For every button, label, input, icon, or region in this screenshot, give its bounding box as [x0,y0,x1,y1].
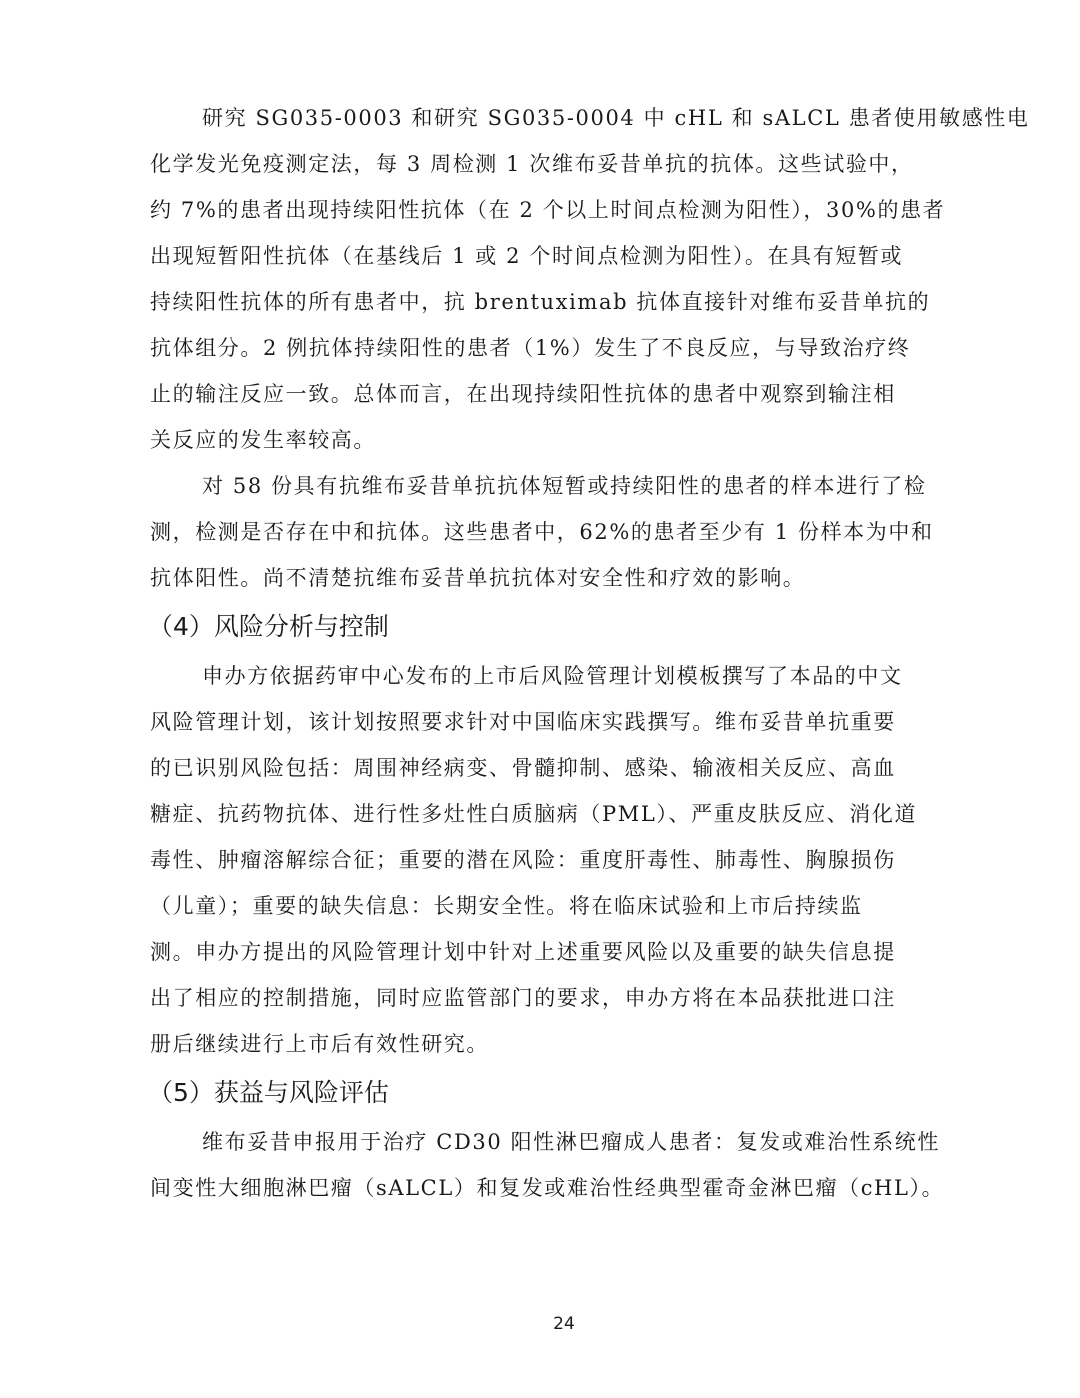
text-line: 风险管理计划，该计划按照要求针对中国临床实践撰写。维布妥昔单抗重要 [150,710,896,734]
text-line: 测。申办方提出的风险管理计划中针对上述重要风险以及重要的缺失信息提 [150,940,896,964]
text-line: 维布妥昔申报用于治疗 CD30 阳性淋巴瘤成人患者：复发或难治性系统性 [202,1130,940,1154]
text-line: 申办方依据药审中心发布的上市后风险管理计划模板撰写了本品的中文 [202,664,903,688]
text-line: 册后继续进行上市后有效性研究。 [150,1032,489,1056]
text-line: 对 58 份具有抗维布妥昔单抗抗体短暂或持续阳性的患者的样本进行了检 [202,474,927,498]
text-line: 抗体组分。2 例抗体持续阳性的患者（1%）发生了不良反应，与导致治疗终 [150,336,911,360]
section-heading-risk-analysis: （4）风险分析与控制 [148,612,389,641]
text-line: 持续阳性抗体的所有患者中，抗 brentuximab 抗体直接针对维布妥昔单抗的 [150,290,931,314]
paragraph-antibody-detection [150,95,1030,463]
text-line: 间变性大细胞淋巴瘤（sALCL）和复发或难治性经典型霍奇金淋巴瘤（cHL）。 [150,1176,945,1200]
text-line: 抗体阳性。尚不清楚抗维布妥昔单抗抗体对安全性和疗效的影响。 [150,566,806,590]
text-line: 出了相应的控制措施，同时应监管部门的要求，申办方将在本品获批进口注 [150,986,896,1010]
text-line: 毒性、肿瘤溶解综合征；重要的潜在风险：重度肝毒性、肺毒性、胸腺损伤 [150,848,896,872]
page-number: 24 [553,1314,575,1334]
paragraph-benefit-risk [150,1119,980,1211]
text-line: 测，检测是否存在中和抗体。这些患者中，62%的患者至少有 1 份样本为中和 [150,520,934,544]
text-line: 糖症、抗药物抗体、进行性多灶性白质脑病（PML）、严重皮肤反应、消化道 [150,802,918,826]
text-line: 关反应的发生率较高。 [150,428,376,452]
section-heading-benefit-risk: （5）获益与风险评估 [148,1078,389,1107]
paragraph-neutralizing-antibody [150,463,980,601]
text-line: 研究 SG035-0003 和研究 SG035-0004 中 cHL 和 sALCL 患者使用敏感性电 [202,106,1030,130]
text-line: 的已识别风险包括：周围神经病变、骨髓抑制、感染、输液相关反应、高血 [150,756,896,780]
text-line: 约 7%的患者出现持续阳性抗体（在 2 个以上时间点检测为阳性），30%的患者 [150,198,946,222]
text-line: 止的输注反应一致。总体而言，在出现持续阳性抗体的患者中观察到输注相 [150,382,896,406]
document-body [148,95,1030,1211]
text-line: （儿童）；重要的缺失信息：长期安全性。将在临床试验和上市后持续监 [150,894,863,918]
text-line: 出现短暂阳性抗体（在基线后 1 或 2 个时间点检测为阳性）。在具有短暂或 [150,244,904,268]
paragraph-risk-management [150,653,980,1067]
text-line: 化学发光免疫测定法，每 3 周检测 1 次维布妥昔单抗的抗体。这些试验中， [150,152,914,176]
